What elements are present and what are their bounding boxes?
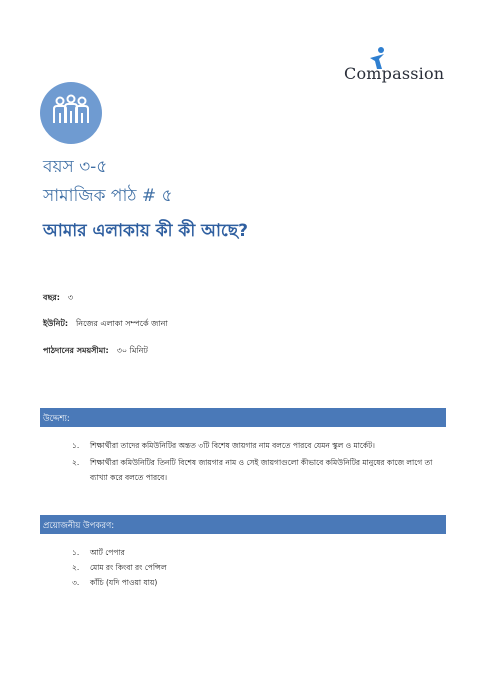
list-item	[72, 455, 452, 485]
materials-list	[72, 545, 167, 590]
item-text: শিক্ষার্থীরা কমিউনিটির তিনটি বিশেষ জায়গার নাম ও সেই জায়গাগুলো কীভাবে কমিউনিটির মানুষের কাজে লাগে তা ব্যাখ্যা করে বলতে পারবে।	[90, 458, 433, 482]
list-item	[72, 438, 452, 453]
meta-label: পাঠদানের সময়সীমা:	[43, 346, 109, 355]
materials-heading: প্রয়োজনীয় উপকরণ:	[43, 521, 115, 531]
logo-text: Compassion	[344, 64, 445, 83]
list-item	[72, 575, 167, 590]
page-title: আমার এলাকায় কী কী আছে?	[43, 221, 248, 241]
meta-year	[43, 292, 73, 305]
materials-header	[40, 515, 446, 534]
meta-value: ৩	[67, 293, 74, 302]
objectives-list	[72, 438, 452, 485]
meta-label: বছর:	[43, 293, 60, 302]
objectives-heading: উদ্দেশ্য:	[43, 414, 70, 424]
meta-value: ৩০ মিনিট	[116, 346, 148, 355]
item-number: ৩.	[72, 578, 80, 587]
meta-value: নিজের এলাকা সম্পর্কে জানা	[76, 319, 168, 328]
list-item	[72, 545, 167, 560]
item-text: আর্ট পেপার	[90, 548, 125, 557]
item-number: ২.	[72, 563, 80, 572]
meta-label: ইউনিট:	[43, 319, 69, 328]
compassion-logo	[344, 46, 448, 86]
meta-unit	[43, 318, 168, 331]
group-of-people-icon	[40, 82, 102, 144]
item-text: শিক্ষার্থীরা তাদের কমিউনিটির অন্তত ৩টি বিশেষ জায়গার নাম বলতে পারবে যেমন স্কুল ও মার্কেট।	[90, 441, 375, 450]
item-number: ১.	[72, 441, 80, 450]
lesson-number: সামাজিক পাঠ # ৫	[43, 186, 173, 206]
item-text: কাঁচি (যদি পাওয়া যায়)	[90, 578, 158, 587]
objectives-header	[40, 408, 446, 427]
item-number: ২.	[72, 458, 80, 467]
list-item	[72, 560, 167, 575]
meta-duration	[43, 345, 148, 358]
group-badge	[40, 82, 102, 144]
age-range: বয়স ৩-৫	[43, 157, 108, 177]
item-text: মোম রং কিংবা রং পেন্সিল	[90, 563, 167, 572]
item-number: ১.	[72, 548, 80, 557]
